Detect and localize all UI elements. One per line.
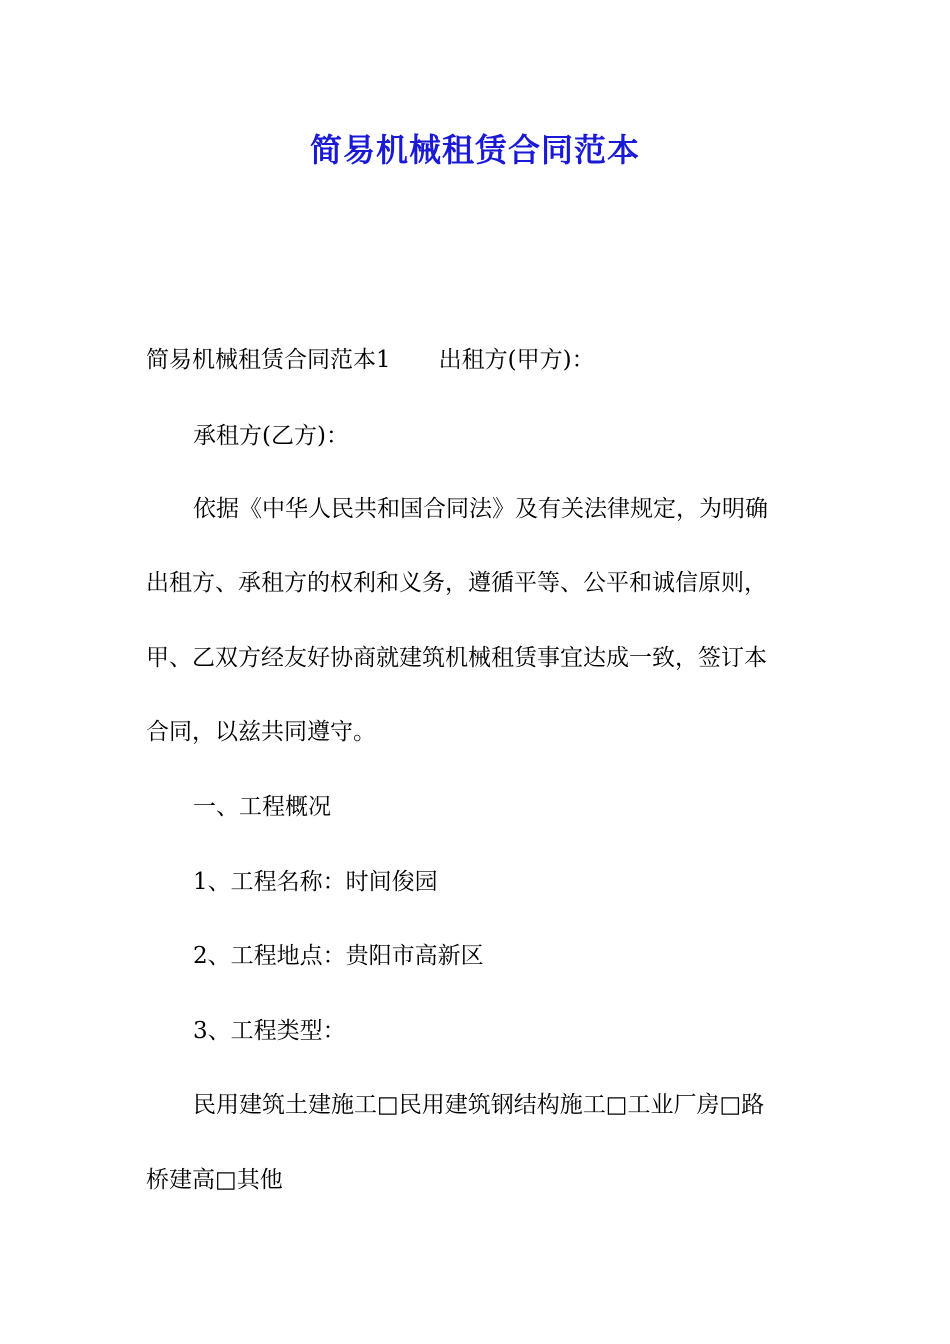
project-location-item: 2、工程地点：贵阳市高新区 bbox=[193, 943, 484, 969]
project-name-item: 1、工程名称：时间俊园 bbox=[193, 869, 438, 895]
header-line bbox=[146, 344, 595, 376]
para1-line-4: 合同，以兹共同遵守。 bbox=[146, 719, 376, 745]
lessee-label: 承租方(乙方)： bbox=[193, 423, 349, 449]
lessor-label: 出租方(甲方)： bbox=[438, 347, 595, 373]
para1-line-2: 出租方、承租方的权利和义务，遵循平等、公平和诚信原则， bbox=[146, 570, 767, 596]
para1-line-3: 甲、乙双方经友好协商就建筑机械租赁事宜达成一致，签订本 bbox=[146, 645, 767, 671]
document-title: 简易机械租赁合同范本 bbox=[309, 131, 640, 169]
project-types-line-1: 民用建筑土建施工□民用建筑钢结构施工□工业厂房□路 bbox=[193, 1092, 765, 1118]
contract-subtitle: 简易机械租赁合同范本1 bbox=[146, 347, 391, 373]
section-heading: 一、工程概况 bbox=[193, 794, 331, 820]
para1-line-1: 依据《中华人民共和国合同法》及有关法律规定，为明确 bbox=[193, 496, 768, 522]
project-types-line-2: 桥建高□其他 bbox=[146, 1167, 283, 1193]
project-type-item: 3、工程类型： bbox=[193, 1018, 346, 1044]
